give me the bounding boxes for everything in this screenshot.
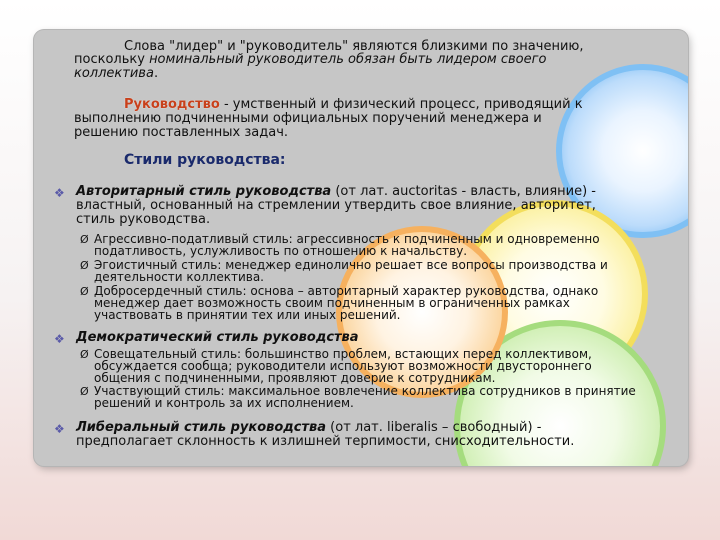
arrow-bullet-icon: Ø <box>80 233 89 246</box>
definition-term: Руководство <box>124 97 220 112</box>
intro-line-3: коллектива. <box>74 66 159 81</box>
arrow-bullet-icon: Ø <box>80 385 89 398</box>
arrow-bullet-icon: Ø <box>80 348 89 361</box>
diamond-bullet-icon: ❖ <box>54 186 65 200</box>
authoritarian-line-2: властный, основанный на стремлении утвердить свое влияние, авторитет, <box>76 198 596 213</box>
authoritarian-title-line: Авторитарный стиль руководства (от лат. auctoritas - власть, влияние) - <box>76 184 596 199</box>
styles-heading: Стили руководства: <box>124 152 286 168</box>
liberal-title-line: Либеральный стиль руководства (от лат. liberalis – свободный) - <box>76 420 542 435</box>
sub-consultative-line-2: обсуждается сообща; руководители используют возможности двустороннего <box>94 359 592 373</box>
definition-line-3: решению поставленных задач. <box>74 125 289 140</box>
liberal-line-2: предполагает склонность к излишней терпимости, снисходительности. <box>76 434 575 449</box>
slide-card <box>34 30 688 466</box>
sub-participative-line-1: Ø Участвующий стиль: максимальное вовлечение коллектива сотрудников в принятие <box>80 384 636 398</box>
sub-aggressive-line-1: Ø Агрессивно-податливый стиль: агрессивность к подчиненным и одновременно <box>80 232 600 246</box>
sub-aggressive-line-2: податливость, услужливость по отношению к начальству. <box>94 244 468 258</box>
diamond-bullet-icon: ❖ <box>54 332 65 346</box>
sub-egoistic-line-1: Ø Эгоистичный стиль: менеджер единолично решает все вопросы производства и <box>80 258 608 272</box>
sub-kind-line-2: менеджер дает возможность своим подчиненным в ограниченных рамках <box>94 296 570 310</box>
diamond-bullet-icon: ❖ <box>54 422 65 436</box>
arrow-bullet-icon: Ø <box>80 285 89 298</box>
sub-consultative-line-3: общения с подчиненными, проявляют доверие к сотрудникам. <box>94 371 496 385</box>
sub-consultative-line-1: Ø Совещательный стиль: большинство проблем, встающих перед коллективом, <box>80 347 592 361</box>
democratic-title: Демократический стиль руководства <box>76 330 359 345</box>
sub-egoistic-line-2: деятельности коллектива. <box>94 270 264 284</box>
definition-line-1: Руководство - умственный и физический процесс, приводящий к <box>124 97 583 112</box>
sub-participative-line-2: решений и контроль за их исполнением. <box>94 396 354 410</box>
intro-line-2: поскольку номинальный руководитель обязан быть лидером своего <box>74 52 547 67</box>
arrow-bullet-icon: Ø <box>80 259 89 272</box>
sub-kind-line-1: Ø Добросердечный стиль: основа – авторитарный характер руководства, однако <box>80 284 599 298</box>
sub-kind-line-3: участвовать в принятии тех или иных решений. <box>94 308 401 322</box>
authoritarian-line-3: стиль руководства. <box>76 212 211 227</box>
intro-line-1: Слова "лидер" и "руководитель" являются близкими по значению, <box>124 39 584 54</box>
definition-line-2: выполнению подчиненными официальных поручений менеджера и <box>74 111 542 126</box>
